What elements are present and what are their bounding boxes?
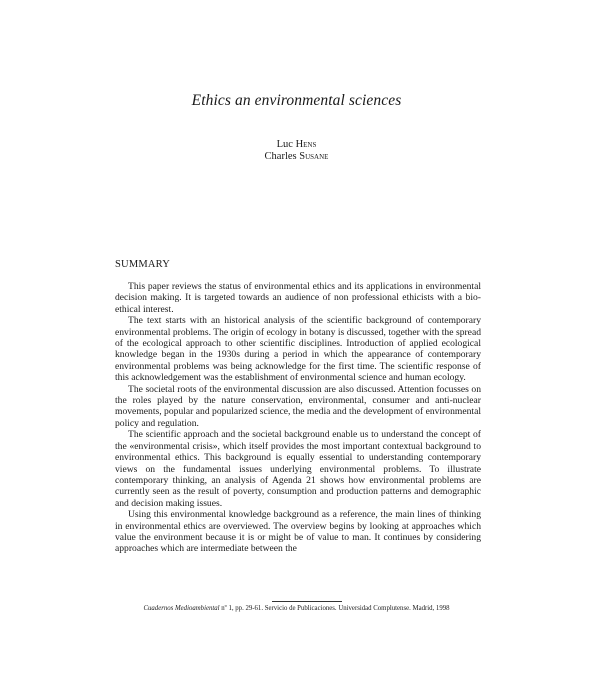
footnote-divider [272, 601, 342, 602]
author-2 [0, 151, 593, 163]
journal-name: Cuadernos Medioambiental [143, 605, 220, 612]
author-first-name: Luc [276, 139, 293, 150]
footer-citation [0, 605, 593, 612]
paragraph: The societal roots of the environmental discussion are also discussed. Attention focusses on the roles played by the nature conservation, environmental, consumer and anti-nuclear movements, popular and popularized science, the media and the development of environmental policy and regulation. [115, 383, 481, 429]
author-last-name: Hens [295, 139, 317, 150]
paragraph: The scientific approach and the societal background enable us to understand the concept of the «environmental crisis», which itself provides the most important contextual background to environmental ethics. This background is equally essential to understanding contemporary views on the fundamental issues underlying environmental problems. To illustrate contemporary thinking, an analysis of Agenda 21 shows how environmental problems are currently seen as the result of poverty, consumption and production patterns and demographic and decision making issues. [115, 429, 481, 509]
author-first-name: Charles [264, 151, 297, 162]
author-last-name: Susane [299, 151, 329, 162]
citation-details: nº 1, pp. 29-61. Servicio de Publicaciones. Universidad Complutense. Madrid, 1998 [221, 605, 450, 612]
author-list [0, 139, 593, 163]
paragraph: This paper reviews the status of environmental ethics and its applications in environmental decision making. It is targeted towards an audience of non professional ethicists with a bio-ethical interest. [115, 281, 481, 315]
paper-title: Ethics an environmental sciences [191, 92, 402, 109]
paragraph: Using this environmental knowledge background as a reference, the main lines of thinking in environmental ethics are overviewed. The overview begins by looking at approaches which value the environment because it is or might be of value to man. It continues by considering approaches which are intermediate between the [115, 509, 481, 555]
paragraph: The text starts with an historical analysis of the scientific background of contemporary environmental problems. The origin of ecology in botany is discussed, together with the spread of the ecological approach to other scientific disciplines. Introduction of applied ecological knowledge began in the 1930s during a period in which the appearance of contemporary environmental problems was being acknowledge for the first time. The scientific response of this acknowledgement was the establishment of environmental science and human ecology. [115, 315, 481, 384]
author-1 [0, 139, 593, 151]
section-heading: SUMMARY [115, 259, 171, 270]
summary-body [115, 281, 481, 555]
